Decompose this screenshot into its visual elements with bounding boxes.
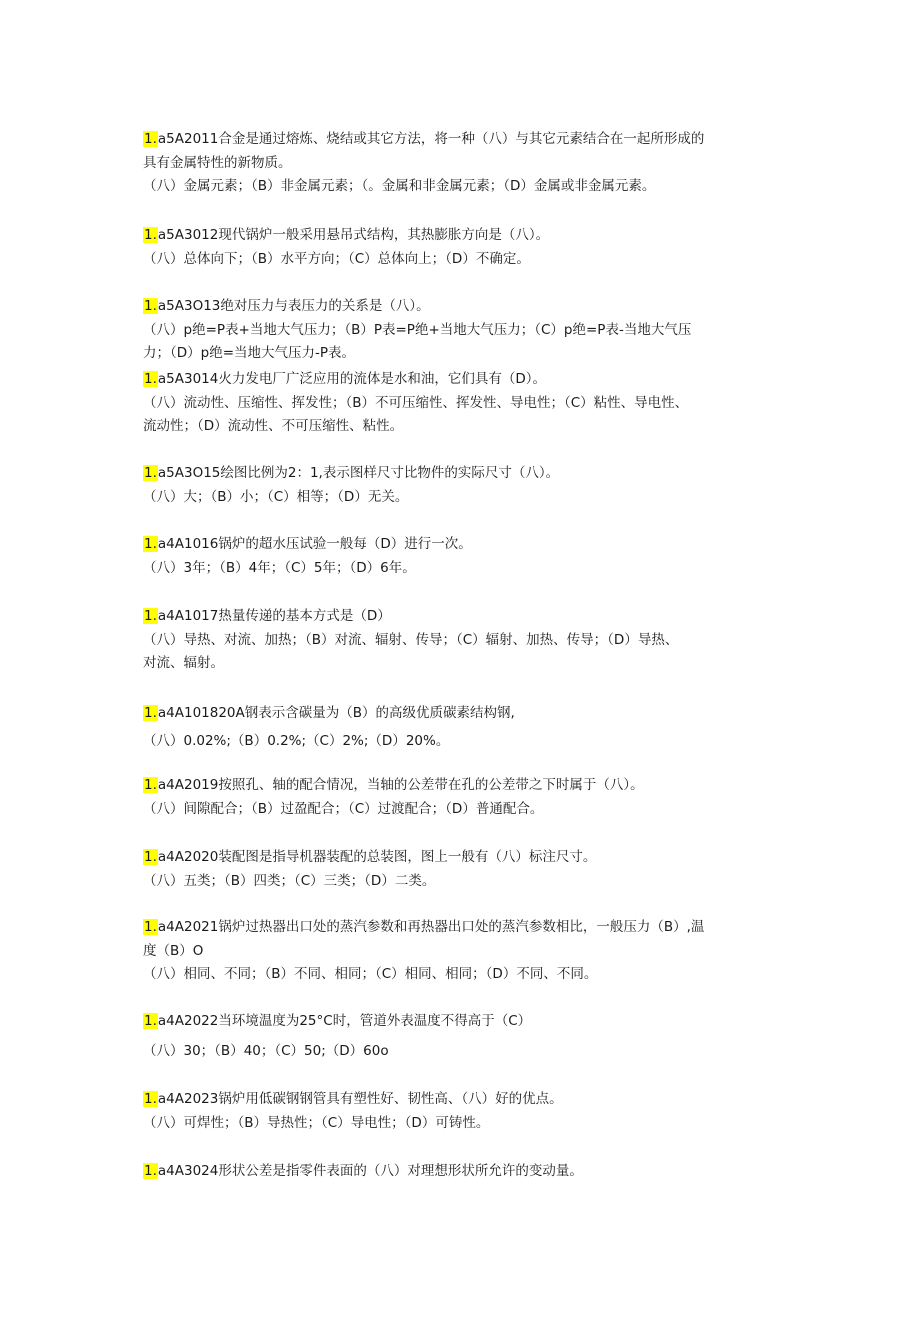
question-options: （八）间隙配合；（B）过盈配合；（C）过渡配合；（D）普通配合。 xyxy=(143,800,544,817)
question-line xyxy=(143,462,783,486)
question-text: a4A2021锅炉过热器出口处的蒸汽参数和再热器出口处的蒸汽参数相比，一般压力（B）,温 xyxy=(157,919,705,935)
question-3 xyxy=(143,295,783,366)
question-text: a4A1016锅炉的超水压试验一般每（D）进行一次。 xyxy=(157,536,472,552)
question-line xyxy=(143,846,783,870)
question-4 xyxy=(143,368,783,439)
question-number-highlight: 1. xyxy=(144,131,157,147)
question-number-highlight: 1. xyxy=(144,1163,157,1179)
question-text: a5A3O15绘图比例为2：1,表示图样尺寸比物件的实际尺寸（八）。 xyxy=(157,465,560,481)
question-options: （八）可焊性；（B）导热性；（C）导电性；（D）可铸性。 xyxy=(143,1114,490,1131)
question-12 xyxy=(143,1010,783,1063)
question-line xyxy=(143,605,783,629)
question-6 xyxy=(143,533,783,580)
question-line: 具有金属特性的新物质。 xyxy=(143,154,292,171)
question-7 xyxy=(143,605,783,676)
question-options: （八）大；（B）小；（C）相等；（D）无关。 xyxy=(143,488,409,505)
question-options: （八）总体向下；（B）水平方向；（C）总体向上；（D）不确定。 xyxy=(143,250,530,267)
question-line xyxy=(143,533,783,557)
question-number-highlight: 1. xyxy=(144,919,157,935)
question-13 xyxy=(143,1088,783,1135)
question-line xyxy=(143,1088,783,1112)
question-text: a4A2019按照孔、轴的配合情况，当轴的公差带在孔的公差带之下时属于（八）。 xyxy=(157,777,644,793)
question-line xyxy=(143,1160,783,1184)
question-line xyxy=(143,1010,783,1034)
question-line: 度（B）O xyxy=(143,942,204,959)
question-text: a5A3O13绝对压力与表压力的关系是（八）。 xyxy=(157,298,430,314)
question-number-highlight: 1. xyxy=(144,536,157,552)
question-options: （八）30；（B）40；（C）50;（D）60o xyxy=(143,1042,389,1059)
question-options: （八）五类；（B）四类；（C）三类；（D）二类。 xyxy=(143,872,436,889)
question-options: （八）金属元素；（B）非金属元素；（。金属和非金属元素；（D）金属或非金属元素。 xyxy=(143,178,656,194)
question-options: （八）3年；（B）4年；（C）5年；（D）6年。 xyxy=(143,559,416,576)
question-text: a5A2011合金是通过熔炼、烧结或其它方法，将一种（八）与其它元素结合在一起所形成的 xyxy=(157,131,705,147)
question-text: a5A3012现代锅炉一般采用悬吊式结构，其热膨胀方向是（八）。 xyxy=(157,227,550,243)
question-5 xyxy=(143,462,783,509)
question-number-highlight: 1. xyxy=(144,777,157,793)
question-number-highlight: 1. xyxy=(144,465,157,481)
question-text: a5A3014火力发电厂广泛应用的流体是水和油，它们具有（D）。 xyxy=(157,371,546,387)
question-options: 力；（D）p绝=当地大气压力-P表。 xyxy=(143,345,356,361)
question-text: a4A2022当环境温度为25°C时，管道外表温度不得高于（C） xyxy=(157,1013,532,1029)
question-line xyxy=(143,295,783,319)
question-options: 流动性；（D）流动性、不可压缩性、粘性。 xyxy=(143,418,404,434)
question-number-highlight: 1. xyxy=(144,298,157,314)
question-number-highlight: 1. xyxy=(144,371,157,387)
question-1 xyxy=(143,128,783,199)
question-options: （八）相同、不同；（B）不同、相同；（C）相同、相同；（D）不同、不同。 xyxy=(143,966,598,982)
question-options: （八）p绝=P表+当地大气压力；（B）P表=P绝+当地大气压力；（C）p绝=P表-当地大气压 xyxy=(143,321,692,338)
question-line xyxy=(143,128,783,152)
question-8 xyxy=(143,702,783,753)
question-number-highlight: 1. xyxy=(144,849,157,865)
question-number-highlight: 1. xyxy=(144,608,157,624)
question-number-highlight: 1. xyxy=(144,227,157,243)
question-options: （八）流动性、压缩性、挥发性；（B）不可压缩性、挥发性、导电性；（C）粘性、导电性、 xyxy=(143,394,689,411)
question-line xyxy=(143,368,783,392)
question-options: 对流、辐射。 xyxy=(143,655,224,671)
question-9 xyxy=(143,774,783,821)
question-text: a4A2023锅炉用低碳钢钢管具有塑性好、韧性高、（八）好的优点。 xyxy=(157,1091,563,1107)
question-10 xyxy=(143,846,783,893)
question-line xyxy=(143,916,783,940)
question-line xyxy=(143,702,783,726)
question-number-highlight: 1. xyxy=(144,705,157,721)
question-number-highlight: 1. xyxy=(144,1013,157,1029)
question-text: a4A3024形状公差是指零件表面的（八）对理想形状所允许的变动量。 xyxy=(157,1163,583,1179)
question-2 xyxy=(143,224,783,271)
question-11 xyxy=(143,916,783,987)
question-line xyxy=(143,774,783,798)
question-line xyxy=(143,224,783,248)
question-text: a4A1017热量传递的基本方式是（D） xyxy=(157,608,391,624)
question-text: a4A2020装配图是指导机器装配的总装图，图上一般有（八）标注尺寸。 xyxy=(157,849,597,865)
question-number-highlight: 1. xyxy=(144,1091,157,1107)
question-options: （八）导热、对流、加热；（B）对流、辐射、传导；（C）辐射、加热、传导；（D）导热、 xyxy=(143,631,679,648)
question-text: a4A101820A钢表示含碳量为（B）的高级优质碳素结构钢, xyxy=(157,705,515,721)
question-14 xyxy=(143,1160,783,1184)
question-options: （八）0.02%;（B）0.2%;（C）2%;（D）20%。 xyxy=(143,732,450,749)
